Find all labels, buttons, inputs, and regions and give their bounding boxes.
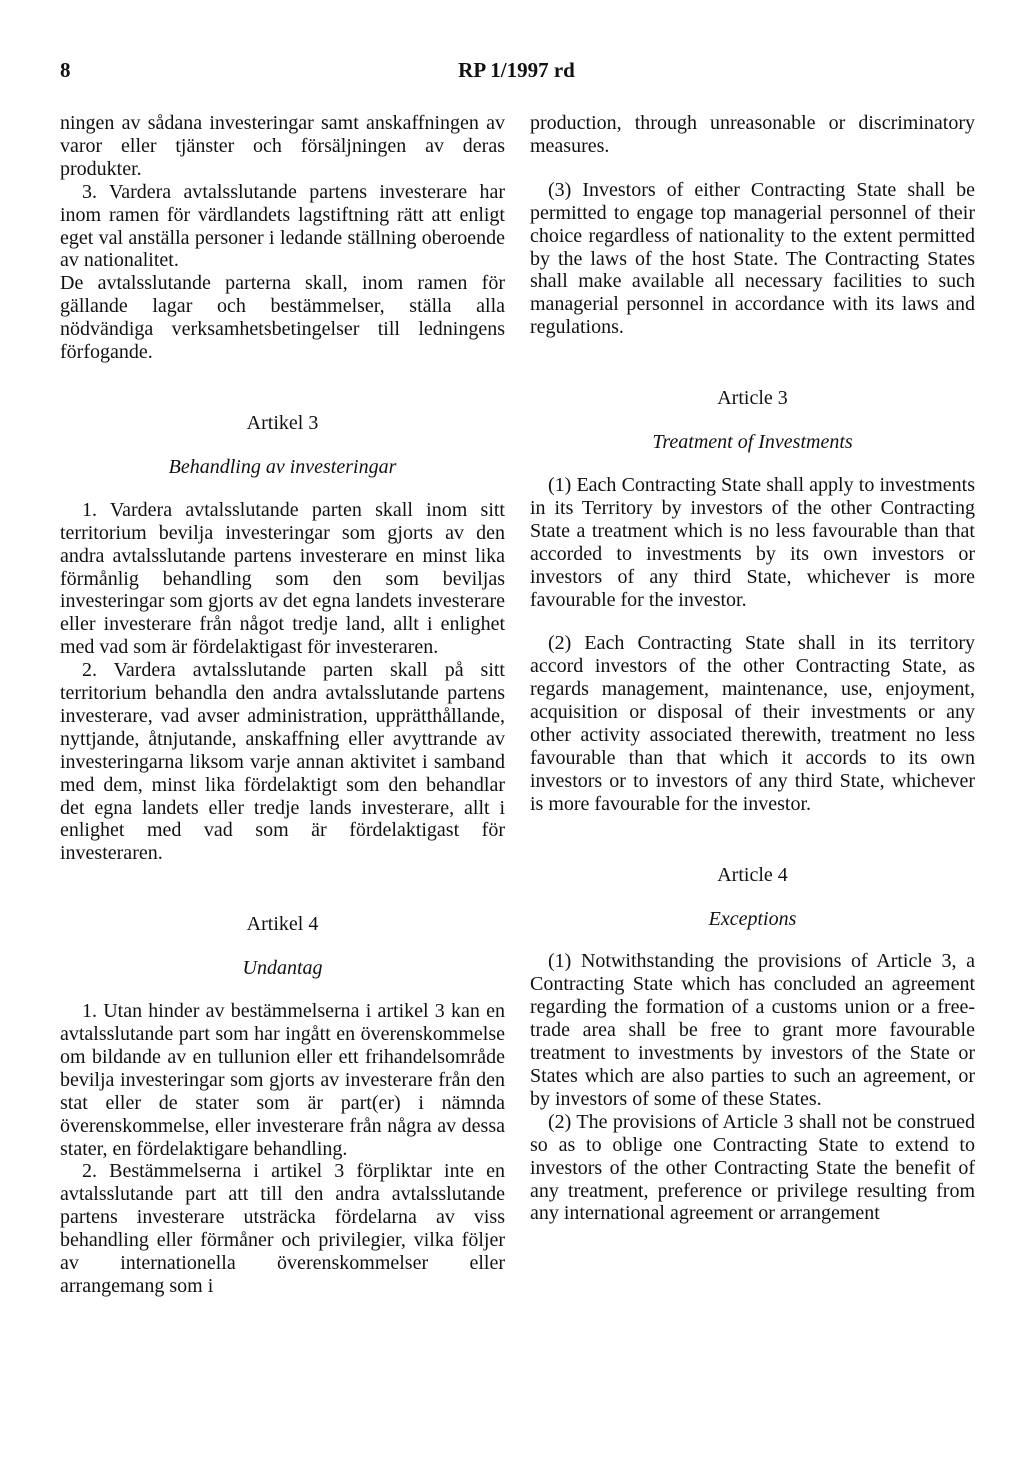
left-article-3-title: Artikel 3 [246,411,319,434]
document-reference: RP 1/1997 rd [458,58,575,82]
right-article-4-paragraph-1: (1) Notwithstanding the provisions of Article 3, a Contracting State which has concluded an agreement regarding the formation of a customs union or a free-trade area shall be free to grant more favourable treatment to investments by investors of the State or States which are also parties to such an agreement, or by investors of some of these States. [530,950,975,1110]
swedish-column [60,112,505,1298]
left-article-4-paragraph-1: 1. Utan hinder av bestämmelserna i artikel 3 kan en avtalsslutande part som har ingått en överenskommelse om bildande av en tullunion eller ett frihandelsområde bevilja investeringar som gjorts av investerare från den stat eller de stater som är part(er) i nämnda överenskommelse, eller investerare från några av dessa stater, en fördelaktigare behandling. [60,1000,505,1160]
right-section-3-paragraph: (3) Investors of either Contracting State shall be permitted to engage top managerial personnel of their choice regardless of nationality to the extent permitted by the laws of the host State. The Contracting States shall make available all necessary facilities to such managerial personnel in accordance with its laws and regulations. [530,178,975,339]
english-column [530,112,975,1225]
left-article-4-subtitle: Undantag [242,957,323,980]
right-article-4-paragraph-2: (2) The provisions of Article 3 shall not be construed so as to oblige one Contracting State to extend to investors of the other Contracting State the benefit of any treatment, preference or privilege resulting from any international agreement or arrangement [530,1110,975,1225]
left-article-3-paragraph-1: 1. Vardera avtalsslutande parten skall inom sitt territorium bevilja investeringar som gjorts av den andra avtalsslutande partens investerare en minst lika förmånlig behandling som den som beviljas investeringar som gjorts av det egna landets investerare eller investerare från något tredje land, allt i enlighet med vad som är fördelaktigast för investeraren. [60,498,505,659]
right-article-3-paragraph-2: (2) Each Contracting State shall in its territory accord investors of the other Contracting State, as regards management, maintenance, use, enjoyment, acquisition or disposal of their investments or any other activity associated therewith, treatment no less favourable than that which it accords to its own investors or to investors of any third State, whichever is more favourable for the investor. [530,632,975,815]
left-section-3-paragraph: 3. Vardera avtalsslutande partens investerare har inom ramen för värdlandets lagstiftning rätt att enligt eget val anställa personer i ledande ställning oberoende av nationalitet. [60,180,505,272]
paragraph-spacer [530,158,975,179]
left-article-3-paragraph-2: 2. Vardera avtalsslutande parten skall på sitt territorium behandla den andra avtalsslutande partens investerare, vad avser administration, upprätthållande, nyttjande, åtnjutande, anskaffning eller avyttrande av investeringarna liksom varje annan aktivitet i samband med dem, minst lika fördelaktigt som den behandlar det egna landets eller tredje lands investerare, allt i enlighet med vad som är fördelaktigast för investeraren. [60,659,505,865]
left-intro-paragraph: ningen av sådana investeringar samt anskaffningen av varor eller tjänster och försäljningen av deras produkter. [60,112,505,180]
page-header [60,58,973,88]
right-article-4-title: Article 4 [717,863,788,886]
right-article-4-subtitle: Exceptions [708,907,797,930]
right-intro-paragraph: production, through unreasonable or discriminatory measures. [530,112,975,157]
paragraph-spacer [530,611,975,632]
left-article-3-subtitle: Behandling av investeringar [168,455,397,478]
right-article-3-title: Article 3 [717,387,788,410]
right-article-3-paragraph-1: (1) Each Contracting State shall apply to investments in its Territory by investors of the other Contracting State a treatment which is no less favourable than that accorded to investments by its own investors or investors of any third State, whichever is more favourable for the investor. [530,473,975,611]
left-article-4-title: Artikel 4 [246,913,319,936]
left-article-4-paragraph-2: 2. Bestämmelserna i artikel 3 förpliktar inte en avtalsslutande part att till den andra avtalsslutande partens investerare utsträcka fördelarna av viss behandling eller förmåner och privilegier, vilka följer av internationella överenskommelser eller arrangemang som i [60,1160,505,1297]
right-article-3-subtitle: Treatment of Investments [652,431,853,454]
left-section-3-continuation: De avtalsslutande parterna skall, inom ramen för gällande lagar och bestämmelser, ställa alla nödvändiga verksamhetsbetingelser till ledningens förfogande. [60,272,505,364]
page-number: 8 [60,58,71,82]
